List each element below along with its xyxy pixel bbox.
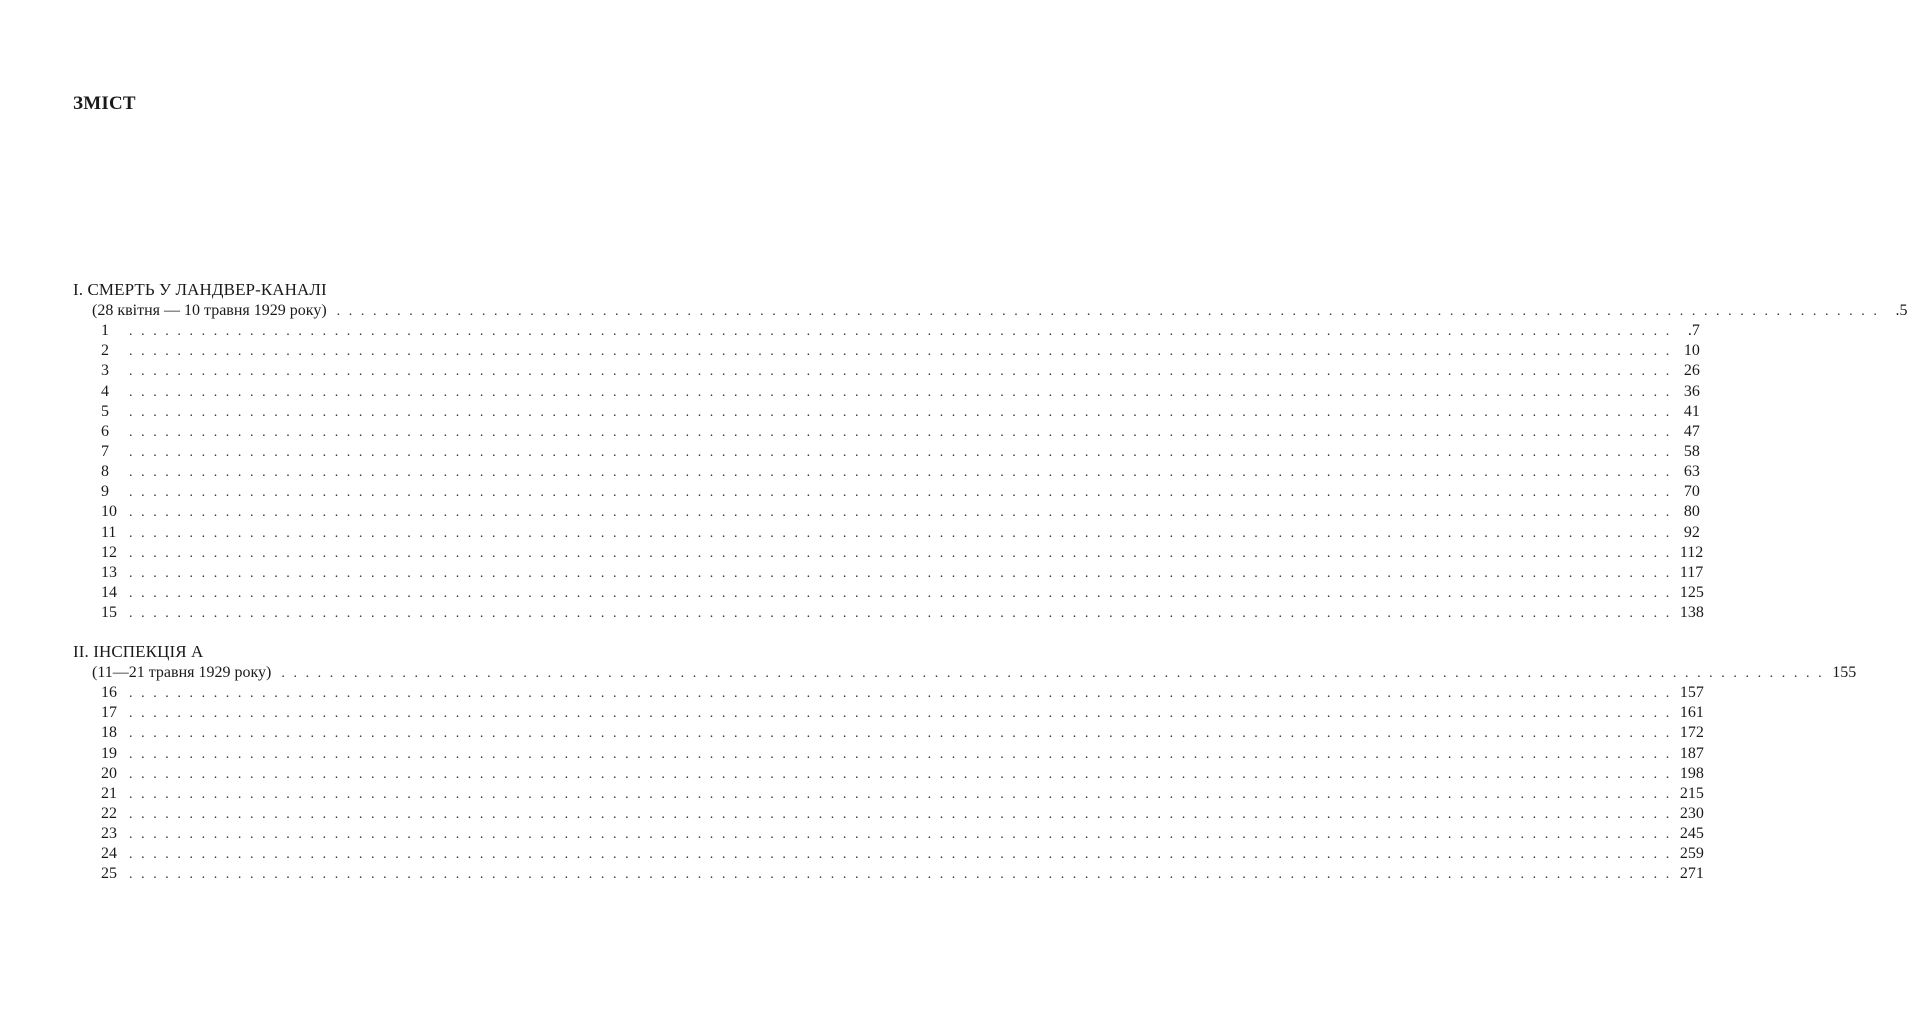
chapter-list [73, 321, 1704, 623]
toc-entry [73, 382, 1700, 402]
toc-part-2 [73, 642, 1857, 885]
chapter-number: 9 [101, 483, 109, 501]
toc-entry [73, 784, 1704, 804]
dot-leader: ................................................................................................................................ [129, 686, 1678, 702]
page-number: 161 [1679, 704, 1704, 722]
chapter-number: 16 [101, 684, 117, 702]
toc-entry [73, 764, 1704, 784]
chapter-number: 19 [101, 744, 117, 762]
page-number: 172 [1679, 724, 1704, 742]
toc-entry [73, 361, 1700, 381]
chapter-list [73, 683, 1704, 884]
dot-leader: ................................................................................................................................ [129, 384, 1678, 400]
toc-entry [73, 321, 1700, 341]
toc-entry [73, 523, 1700, 543]
page-number: 10 [1683, 342, 1700, 360]
page-number: 259 [1679, 845, 1704, 863]
page-number: 215 [1679, 784, 1704, 802]
page-number: 36 [1683, 382, 1700, 400]
page-number: .5 [1895, 302, 1907, 319]
chapter-number: 20 [101, 764, 117, 782]
toc-entry [73, 462, 1700, 482]
page-number: 271 [1679, 865, 1704, 883]
chapter-number: 11 [101, 523, 117, 541]
part-heading: II. ІНСПЕКЦІЯ А [73, 642, 204, 661]
chapter-number: 5 [101, 402, 109, 420]
part-heading: I. СМЕРТЬ У ЛАНДВЕР-КАНАЛІ [73, 280, 327, 299]
dot-leader: ................................................................................................................................ [129, 867, 1678, 883]
chapter-number: 25 [101, 865, 117, 883]
dot-leader: ................................................................................................................................ [129, 706, 1678, 722]
page-number: 157 [1679, 684, 1704, 702]
chapter-number: 6 [101, 422, 109, 440]
chapter-number: 4 [101, 382, 109, 400]
page-title: ЗМІСТ [73, 93, 136, 114]
toc-entry [73, 864, 1704, 884]
toc-entry [73, 482, 1700, 502]
dot-leader: ................................................................................................................................ [129, 585, 1678, 601]
dot-leader: ................................................................................................................................ [129, 505, 1678, 521]
chapter-number: 17 [101, 704, 117, 722]
toc-entry [73, 543, 1704, 563]
page-number: 26 [1683, 362, 1700, 380]
dot-leader: ................................................................................................................................ [129, 545, 1678, 561]
page-number: 117 [1679, 563, 1704, 581]
chapter-number: 8 [101, 463, 109, 481]
chapter-number: 2 [101, 342, 109, 360]
chapter-number: 7 [101, 442, 109, 460]
dot-leader: ................................................................................................................................ [129, 746, 1678, 762]
toc-entry [73, 583, 1704, 603]
toc-entry [73, 502, 1700, 522]
toc-entry [73, 723, 1704, 743]
dot-leader: ................................................................................................................................ [129, 485, 1678, 501]
dates-label: (28 квітня — 10 травня 1929 року) [92, 302, 327, 319]
dot-leader: ................................................................................................................................ [129, 806, 1678, 822]
chapter-number: 14 [101, 583, 117, 601]
page-number: .7 [1687, 322, 1700, 340]
chapter-number: 3 [101, 362, 109, 380]
page-number: 47 [1683, 422, 1700, 440]
dot-leader: ................................................................................................................................ [129, 465, 1678, 481]
toc-entry [73, 844, 1704, 864]
page-number: 245 [1679, 825, 1704, 843]
dot-leader: ................................................................................................................................ [129, 606, 1678, 622]
chapter-number: 22 [101, 804, 117, 822]
toc-entry [73, 402, 1700, 422]
toc-dates-row [73, 301, 1907, 321]
toc-dates-row [73, 663, 1857, 683]
dot-leader: ................................................................................................................................ [129, 444, 1678, 460]
dot-leader: ................................................................................................................................ [129, 364, 1678, 380]
dot-leader: ................................................................................................................................ [129, 766, 1678, 782]
chapter-number: 23 [101, 825, 117, 843]
chapter-number: 10 [101, 503, 117, 521]
chapter-number: 13 [101, 563, 117, 581]
toc-entry [73, 824, 1704, 844]
dot-leader: ................................................................................................................................ [129, 827, 1678, 843]
page-number: 187 [1679, 744, 1704, 762]
dot-leader: ................................................................................................................................ [336, 304, 1886, 319]
page-number: 58 [1683, 442, 1700, 460]
dot-leader: ................................................................................................................................ [129, 786, 1678, 802]
dot-leader: ................................................................................................................................ [129, 404, 1678, 420]
toc-entry [73, 804, 1704, 824]
page-number: 92 [1683, 523, 1700, 541]
chapter-number: 24 [101, 845, 117, 863]
page-number: 112 [1679, 543, 1704, 561]
page-number: 63 [1683, 463, 1700, 481]
page-number: 70 [1683, 483, 1700, 501]
dot-leader: ................................................................................................................................ [129, 847, 1678, 863]
toc-entry [73, 442, 1700, 462]
toc-part-1 [73, 280, 1907, 623]
chapter-number: 15 [101, 604, 117, 622]
toc-entry [73, 603, 1704, 623]
dot-leader: ................................................................................................................................ [129, 324, 1678, 340]
dates-label: (11—21 травня 1929 року) [92, 664, 272, 681]
toc-entry [73, 744, 1704, 764]
dot-leader: ................................................................................................................................ [129, 726, 1678, 742]
page-number: 155 [1832, 664, 1857, 681]
page-number: 138 [1679, 604, 1704, 622]
dot-leader: ................................................................................................................................ [281, 666, 1831, 681]
chapter-number: 18 [101, 724, 117, 742]
page-number: 230 [1679, 804, 1704, 822]
toc-entry [73, 683, 1704, 703]
page-number: 41 [1683, 402, 1700, 420]
toc-entry [73, 703, 1704, 723]
toc-entry [73, 563, 1704, 583]
toc-entry [73, 341, 1700, 361]
page-number: 125 [1679, 583, 1704, 601]
chapter-number: 21 [101, 784, 117, 802]
toc-entry [73, 422, 1700, 442]
chapter-number: 12 [101, 543, 117, 561]
dot-leader: ................................................................................................................................ [129, 565, 1678, 581]
dot-leader: ................................................................................................................................ [129, 344, 1678, 360]
dot-leader: ................................................................................................................................ [129, 424, 1678, 440]
page-number: 198 [1679, 764, 1704, 782]
page-number: 80 [1683, 503, 1700, 521]
chapter-number: 1 [101, 322, 109, 340]
dot-leader: ................................................................................................................................ [129, 525, 1678, 541]
